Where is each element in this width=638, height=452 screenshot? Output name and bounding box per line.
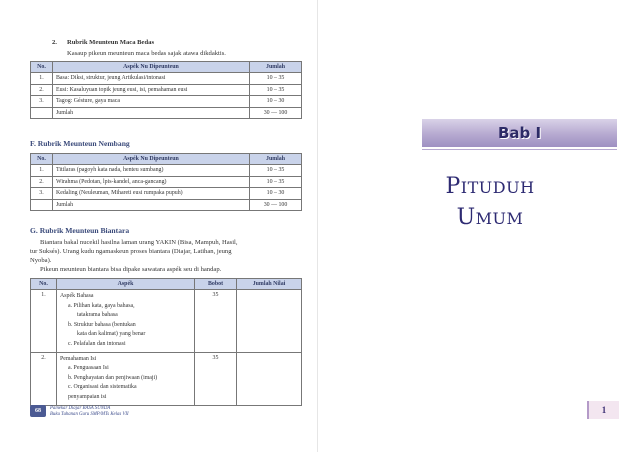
table-cell: Wirahma (Pedotan, lpis-kandel, anca-gancang) (53, 176, 250, 188)
aspect-line: tatakrama bahasa (77, 312, 118, 319)
table-cell (237, 290, 302, 353)
aspect-line: penyampaian isi (68, 393, 107, 400)
table-cell: 30 — 100 (250, 107, 302, 119)
table-header: Aspék Nu Dipeunteun (53, 62, 250, 73)
table-row (31, 107, 302, 119)
chapter-title-line1 (430, 174, 550, 199)
table-row (31, 96, 302, 108)
table-cell: 10 – 35 (250, 165, 302, 177)
table-header: Jumlah Nilai (237, 279, 302, 290)
title-rest: MUM (475, 209, 524, 228)
table-cell: 10 – 35 (250, 84, 302, 96)
section-g-paragraph-line: Biantara bakal nucekil hasilna laman urang YAKIN (Bisa, Mampuh, Hasil, (40, 239, 238, 246)
aspect-line: b. Struktur bahasa (bentukan (68, 321, 136, 328)
table-header: No. (31, 154, 53, 165)
section-g-paragraph-line: tur Suksés). Urang kudu ngamaskeun proses biantara (Diajar, Latihan, jeung (30, 248, 232, 255)
table-cell: 10 – 35 (250, 176, 302, 188)
table-header: No. (31, 279, 57, 290)
table-cell: Tagog: Gésture, gaya maca (53, 96, 250, 108)
table-cell: 1. (31, 290, 57, 353)
table-biantara (30, 278, 302, 406)
table-cell (31, 199, 53, 211)
table-header: Bobot (195, 279, 237, 290)
table-cell: 30 — 100 (250, 199, 302, 211)
table-cell: 10 – 30 (250, 188, 302, 200)
aspect-line: c. Organisasi dan sistematika (68, 384, 137, 391)
section-f-title: F. Rubrik Meunteun Nembang (30, 139, 130, 148)
section-2-title: Rubrik Meunteun Maca Bedas (67, 39, 155, 46)
table-row (31, 188, 302, 200)
table-cell: Eusi: Kasaluyuan topik jeung eusi, isi, pemahaman eusi (53, 84, 250, 96)
table-maca-bedas (30, 61, 302, 119)
table-cell: 3. (31, 188, 53, 200)
table-row (31, 73, 302, 85)
table-row (31, 290, 302, 353)
table-header: Aspék (57, 279, 195, 290)
table-header: Jumlah (250, 62, 302, 73)
chapter-label: Bab I (497, 124, 542, 142)
table-cell: 3. (31, 96, 53, 108)
title-initial: U (456, 205, 476, 230)
aspect-line: a. Pilihan kata, gaya bahasa, (68, 302, 135, 309)
table-cell: 10 – 30 (250, 96, 302, 108)
footer-book-title: Pamekar Diajar BASA SUNDA (50, 406, 111, 411)
table-cell: Kedaling (Neuleuman, Mihareti eusi rumpaka pupuh) (53, 188, 250, 200)
table-header: No. (31, 62, 53, 73)
section-2-number: 2. (52, 39, 57, 46)
section-g-title: G. Rubrik Meunteun Biantara (30, 226, 130, 235)
chapter-divider (422, 149, 617, 150)
footer-book-subtitle: Buku Tuhanan Guru SMP/MTs Kelas VII (50, 412, 129, 417)
chapter-title-line2 (430, 205, 550, 230)
table-cell: Jumlah (53, 199, 250, 211)
aspect-line: b. Penghayatan dan penjiwaan (imaji) (68, 374, 158, 381)
page-gutter (317, 0, 318, 452)
table-header: Aspék Nu Dipeunteun (53, 154, 250, 165)
table-cell: 10 – 35 (250, 73, 302, 85)
table-cell: 35 (195, 290, 237, 353)
right-page-number: 1 (587, 401, 619, 419)
table-nembang (30, 153, 302, 211)
table-cell: Jumlah (53, 107, 250, 119)
section-g-paragraph-line: Pikeun meunteun biantara bisa dipake sawatara aspék seu di handap. (40, 266, 222, 273)
table-header: Jumlah (250, 154, 302, 165)
table-cell: 2. (31, 352, 57, 405)
title-initial: P (445, 174, 461, 199)
table-cell: 1. (31, 73, 53, 85)
aspect-line: c. Pelafalan dan intonasi (68, 340, 126, 347)
aspect-line: a. Penguasaan Isi (68, 365, 109, 372)
left-page (0, 0, 318, 452)
aspect-line: Aspék Bahasa (60, 293, 94, 299)
section-2-intro: Kasaup pikeun meunteun maca bedas sajak atawa dikdaktis. (67, 50, 226, 57)
table-cell: 35 (195, 352, 237, 405)
table-row (31, 199, 302, 211)
table-cell: 2. (31, 84, 53, 96)
table-cell (57, 290, 195, 353)
table-cell: 1. (31, 165, 53, 177)
table-row (31, 176, 302, 188)
table-row (31, 352, 302, 405)
page-number-badge: 68 (30, 405, 46, 417)
title-rest: ITUDUH (460, 178, 535, 197)
table-cell: 2. (31, 176, 53, 188)
table-cell: Basa: Diksi, struktur, jeung Artikulasi/intonasi (53, 73, 250, 85)
table-cell (31, 107, 53, 119)
table-row (31, 84, 302, 96)
section-g-paragraph-line: Nyoba). (30, 257, 52, 264)
table-cell (57, 352, 195, 405)
chapter-banner (422, 119, 617, 147)
table-cell: Titilaras (pagoyh kata nada, henteu sumbang) (53, 165, 250, 177)
table-cell (237, 352, 302, 405)
aspect-line: Pemahaman Isi (60, 355, 97, 362)
table-row (31, 165, 302, 177)
aspect-line: kata dan kalimat) yang benar (77, 331, 146, 338)
